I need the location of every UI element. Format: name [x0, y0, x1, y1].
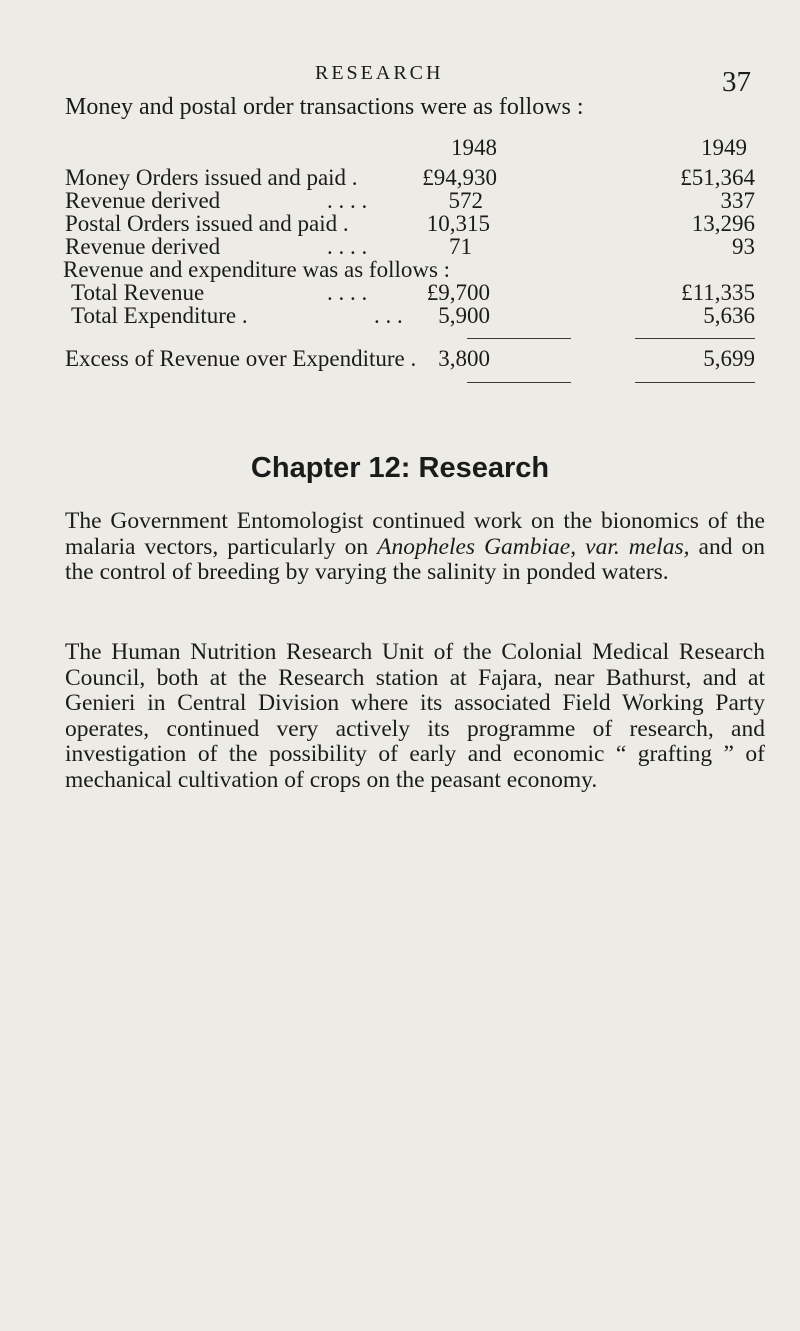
value-1949: 13,296: [691, 211, 755, 236]
row-label: Revenue derived: [65, 188, 221, 213]
value-1948: 3,800: [438, 346, 490, 371]
leader-dots: . . . .: [327, 188, 368, 213]
value-1948: £94,930: [422, 165, 497, 190]
value-1948: 71: [449, 234, 472, 259]
chapter-title: Chapter 12: Research: [250, 452, 550, 484]
row-label: Postal Orders issued and paid .: [65, 211, 349, 236]
paragraph-entomology: [65, 509, 765, 586]
running-head: RESEARCH: [315, 62, 444, 84]
row-label: Money Orders issued and paid .: [65, 165, 358, 190]
leader-dots: . . . .: [327, 234, 368, 259]
value-1948: 572: [448, 188, 483, 213]
leader-dots: . . .: [374, 303, 403, 328]
species-name: Anopheles Gambiae, var. melas,: [377, 533, 690, 560]
value-1949: £51,364: [680, 165, 755, 190]
value-1948: 10,315: [426, 211, 490, 236]
row-label: Total Revenue: [71, 280, 205, 305]
paragraph-text: The Government Entomologist continued work on the bionomics of the malaria vectors, particularly on: [65, 508, 765, 560]
table-row: [65, 303, 755, 329]
table-subheading: Revenue and expenditure was as follows :: [63, 257, 451, 282]
value-1948: £9,700: [426, 280, 490, 305]
value-1949: 5,699: [703, 346, 755, 371]
row-label: Revenue derived: [65, 234, 221, 259]
row-label: Total Expenditure .: [71, 303, 248, 328]
row-label: Excess of Revenue over Expenditure .: [65, 346, 417, 371]
leader-dots: . . . .: [327, 280, 368, 305]
column-rule: [467, 338, 571, 339]
value-1949: 337: [720, 188, 755, 213]
value-1949: £11,335: [681, 280, 755, 305]
year-header-1948: 1948: [451, 135, 497, 160]
table-header-row: [65, 135, 755, 161]
table-total-row: [65, 346, 755, 372]
value-1949: 93: [732, 234, 755, 259]
page-number: 37: [722, 66, 751, 98]
value-1949: 5,636: [703, 303, 755, 328]
paragraph-nutrition: The Human Nutrition Research Unit of the Colonial Medical Research Council, both at the Research station at Fajara, near Bathurst, and at Genieri in Central Division where its associated Field Working Party operates, continued very actively its programme of research, and investigation of the possibility of early and economic “ grafting ” of mechanical cultivation of crops on the peasant economy.: [65, 639, 765, 793]
value-1948: 5,900: [438, 303, 490, 328]
column-rule: [467, 382, 571, 383]
paragraph-text: and on the control of breeding by varying the salinity in ponded waters.: [65, 533, 765, 585]
column-rule: [635, 382, 755, 383]
intro-line: Money and postal order transactions were as follows :: [65, 94, 584, 120]
column-rule: [635, 338, 755, 339]
year-header-1949: 1949: [701, 135, 747, 160]
